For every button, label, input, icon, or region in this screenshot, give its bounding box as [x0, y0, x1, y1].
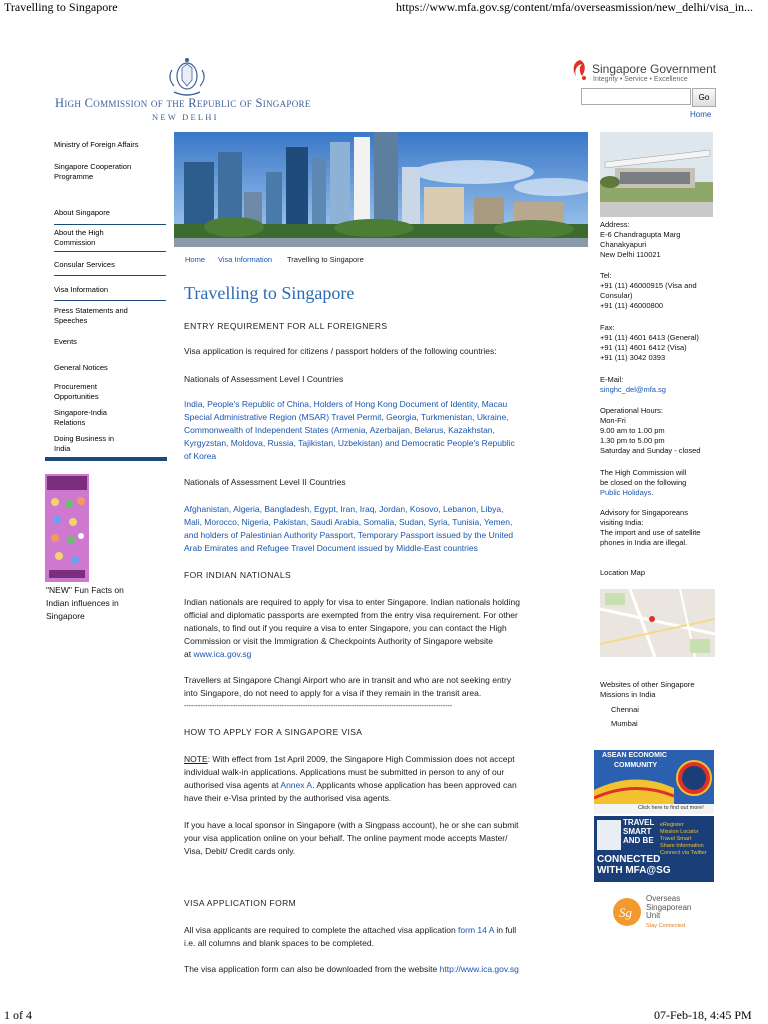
- phone-icon: [597, 820, 621, 850]
- connected-headline: TRAVEL SMART AND BE: [623, 818, 655, 845]
- print-page-title: Travelling to Singapore: [4, 0, 118, 14]
- location-map[interactable]: [600, 589, 715, 657]
- location-map-label: Location Map: [600, 568, 646, 577]
- nav-item-mfa[interactable]: Ministry of Foreign Affairs: [54, 140, 139, 149]
- nav-item-doing-business[interactable]: Doing Business in India: [54, 434, 115, 453]
- note-label: NOTE: [184, 754, 208, 764]
- print-page-count: 1 of 4: [4, 1008, 32, 1022]
- level1-country-list: India, People's Republic of China, Holders of Hong Kong Document of Identity, Macau Special Administrative Region (MSAR) Travel Permit, Georgia, Turkmenistan, Ukraine, Commonwealth of Independent States (Armenia, Azerbaijan, Belarus, Kazakhstan, Kyrgyzstan, Moldova, Russia, Tajikistan, Uzbekistan) and Democratic People's Republic of Korea: [184, 399, 515, 461]
- breadcrumb-current: Travelling to Singapore: [287, 255, 364, 264]
- note-paragraph: NOTE: With effect from 1st April 2009, the Singapore High Commission does not accept individual walk-in applications. Applications must be submitted in person to any of our authorised visa agents at Annex A. Applicants whose application has been approved can have their e-Visa printed by the authorised visa agents.: [184, 754, 517, 803]
- section-heading-apply: HOW TO APPLY FOR A SINGAPORE VISA: [184, 727, 363, 737]
- nav-item-about-high-commission[interactable]: About the High Commission: [54, 228, 104, 247]
- connected-subline: CONNECTED WITH MFA@SG: [597, 854, 671, 876]
- ica-download-link[interactable]: http://www.ica.gov.sg: [439, 964, 519, 974]
- travel-smart-connected-banner[interactable]: [594, 816, 714, 882]
- asean-economic-community-banner[interactable]: [594, 750, 714, 814]
- address-block: Address: E-6 Chandragupta Marg Chanakyapuri New Delhi 110021: [600, 220, 681, 259]
- intro-text: Visa application is required for citizens / passport holders of the following countries:: [184, 346, 497, 356]
- advisory-block: Advisory for Singaporeans visiting India: The import and use of satellite phones in India are illegal.: [600, 508, 701, 547]
- breadcrumb-home[interactable]: Home: [185, 255, 206, 264]
- nav-item-about-singapore[interactable]: About Singapore: [54, 208, 110, 217]
- level2-heading: Nationals of Assessment Level II Countries: [184, 477, 346, 487]
- mission-link-mumbai[interactable]: Mumbai: [611, 719, 638, 728]
- fun-facts-caption[interactable]: "NEW" Fun Facts on Indian influences in Singapore: [46, 585, 124, 621]
- mission-link-chennai[interactable]: Chennai: [611, 705, 639, 714]
- section-heading-entry: ENTRY REQUIREMENT FOR ALL FOREIGNERS: [184, 321, 388, 331]
- asean-cta: Click here to find out more!: [638, 805, 704, 811]
- section-heading-form: VISA APPLICATION FORM: [184, 898, 297, 908]
- nav-item-press-statements[interactable]: Press Statements and Speeches: [54, 306, 128, 325]
- email-link[interactable]: singhc_del@mfa.sg: [600, 385, 666, 394]
- site-search-input[interactable]: [581, 88, 691, 105]
- singapore-skyline-image: [174, 132, 588, 247]
- print-timestamp: 07-Feb-18, 4:45 PM: [654, 1008, 752, 1022]
- download-paragraph: The visa application form can also be downloaded from the website http://www.ica.gov.sg: [184, 964, 519, 974]
- nav-divider: [54, 275, 166, 276]
- nav-item-procurement[interactable]: Procurement Opportunities: [54, 382, 99, 401]
- svg-text:Sg: Sg: [619, 905, 632, 920]
- commission-title: High Commission of the Republic of Singapore: [55, 96, 311, 110]
- high-commission-building-photo: [600, 132, 713, 217]
- breadcrumb-visa-information[interactable]: Visa Information: [218, 255, 273, 264]
- header-home-link[interactable]: Home: [690, 110, 712, 119]
- nav-item-singapore-india-relations[interactable]: Singapore-India Relations: [54, 408, 107, 427]
- gov-logo-tagline: Integrity • Service • Excellence: [593, 76, 688, 83]
- sponsor-paragraph: If you have a local sponsor in Singapore (with a Singpass account), he or she can submit your visa application online on your behalf. The online payment mode accepts Master/ Visa, Debit/ Credit cards only.: [184, 820, 519, 856]
- indian-nationals-paragraph: Indian nationals are required to apply for visa to enter Singapore. Indian nationals holding official and diplomatic passports are exempted from the entry visa requirement. For other nationals, to find out if you require a visa to enter Singapore, you can contact the High Commission or visit the Immigration & Checkpoints Authority of Singapore website at www.ica.gov.sg: [184, 597, 520, 659]
- osu-name: Overseas Singaporean Unit: [646, 894, 692, 920]
- search-go-button[interactable]: Go: [692, 88, 716, 107]
- fun-facts-banner[interactable]: [45, 474, 89, 582]
- tel-block: Tel: +91 (11) 46000915 (Visa and Consular) +91 (11) 46000800: [600, 271, 697, 310]
- osu-subtitle: Stay Connected: [646, 923, 686, 929]
- nav-item-visa-information[interactable]: Visa Information: [54, 285, 109, 294]
- singapore-government-logo[interactable]: [570, 58, 590, 87]
- level1-heading: Nationals of Assessment Level I Countries: [184, 374, 344, 384]
- level2-country-list: Afghanistan, Algeria, Bangladesh, Egypt, Iran, Iraq, Jordan, Kosovo, Lebanon, Libya, Mali, Morocco, Nigeria, Pakistan, Saudi Arabia, Somalia, Sudan, Syria, Tunisia, Yemen, and holders of Palestinian Authority Passport, Temporary Passport issued by the United Arab Emirates and Refugee Travel Document issued by Middle-East countries: [184, 504, 514, 553]
- form-paragraph: All visa applicants are required to complete the attached visa application form 14 A in full i.e. all columns and blank spaces to be completed.: [184, 925, 517, 948]
- overseas-singaporean-unit-banner[interactable]: [612, 893, 712, 937]
- holiday-notice: The High Commission will be closed on the following Public Holidays.: [600, 468, 687, 497]
- section-heading-indian: FOR INDIAN NATIONALS: [184, 570, 292, 580]
- page-title: Travelling to Singapore: [184, 283, 355, 303]
- asean-title-line1: ASEAN ECONOMIC: [602, 752, 667, 759]
- nav-bottom-bar: [45, 457, 167, 461]
- other-missions-heading: Websites of other Singapore Missions in India: [600, 680, 695, 699]
- gov-logo-name: Singapore Government: [592, 62, 717, 76]
- form-14a-link[interactable]: form 14 A: [458, 925, 494, 935]
- nav-item-general-notices[interactable]: General Notices: [54, 363, 108, 372]
- nav-item-events[interactable]: Events: [54, 337, 77, 346]
- ica-website-link[interactable]: www.ica.gov.sg: [193, 649, 252, 659]
- print-url: https://www.mfa.gov.sg/content/mfa/overseasmission/new_delhi/visa_in...: [396, 0, 754, 14]
- nav-item-consular-services[interactable]: Consular Services: [54, 260, 115, 269]
- dashed-separator: -------------------------------------------------------------------------------------------------------------------: [184, 703, 453, 710]
- fax-block: Fax: +91 (11) 4601 6413 (General) +91 (11) 4601 6412 (Visa) +91 (11) 3042 0393: [600, 323, 699, 362]
- connected-features-list: eRegister Mission Locator Travel Smart Share Information Connect via Twitter: [660, 822, 707, 856]
- hours-block: Operational Hours: Mon-Fri 9.00 am to 1.00 pm 1.30 pm to 5.00 pm Saturday and Sunday - closed: [600, 406, 701, 455]
- nav-item-scp[interactable]: Singapore Cooperation Programme: [54, 162, 132, 181]
- nav-divider: [54, 251, 166, 252]
- nav-divider: [54, 300, 166, 301]
- nav-divider: [54, 224, 166, 225]
- public-holidays-link[interactable]: Public Holidays: [600, 488, 652, 497]
- transit-paragraph: Travellers at Singapore Changi Airport who are in transit and who are not seeking entry into Singapore, do not need to apply for a visa if they remain in the transit area.: [184, 675, 512, 698]
- annex-a-link[interactable]: Annex A: [280, 780, 313, 790]
- commission-city: NEW DELHI: [152, 112, 219, 122]
- email-block: E-Mail: singhc_del@mfa.sg: [600, 375, 718, 395]
- asean-title-line2: COMMUNITY: [614, 762, 658, 769]
